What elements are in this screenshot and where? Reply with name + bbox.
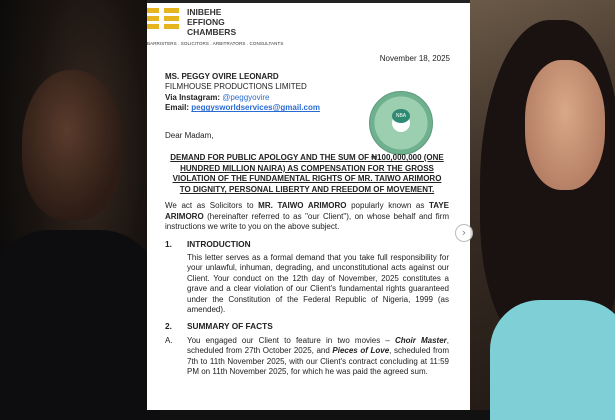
text: popularly known as — [346, 201, 429, 211]
man-body — [0, 230, 160, 420]
text: , scheduled from 27th October 2025, and — [187, 335, 449, 356]
section-1-header — [165, 239, 449, 249]
firm-name — [187, 7, 236, 37]
item-label: A. — [165, 335, 173, 345]
recipient-name: MS. PEGGY OVIRE LEONARD — [165, 72, 279, 81]
section-2-header — [165, 321, 449, 331]
instagram-handle[interactable]: @peggyovire — [222, 92, 270, 102]
letter-document — [147, 3, 470, 410]
movie-title: Choir Master — [394, 335, 447, 345]
client-alias: TAYE ARIMORO — [165, 201, 450, 221]
salutation: Dear Madam, — [165, 131, 214, 140]
firm-name-line: CHAMBERS — [187, 27, 237, 37]
woman-dress — [490, 300, 615, 420]
text: (hereinafter referred to as "our Client"), on whose behalf and firm instructions we write to you on the above subject. — [165, 211, 449, 232]
firm-tagline: BARRISTERS . SOLICITORS . ARBITRATORS . CONSULTANTS — [147, 41, 284, 46]
letter-title: DEMAND FOR PUBLIC APOLOGY AND THE SUM OF ₦100,000,000 (ONE HUNDRED MILLION NAIRA) AS COMPENSATION FOR THE GROSS VIOLATION OF THE FUNDAMENTAL RIGHTS OF MR. TAIWO ARIMORO TO DIGNITY, PERSONAL LIBERTY AND FREEDOM OF MOVEMENT. — [170, 153, 444, 194]
instagram-label: Via Instagram: — [165, 92, 220, 102]
chevron-right-icon: › — [461, 226, 467, 239]
firm-name-line: INIBEHE — [187, 7, 222, 17]
text: You engaged our Client to feature in two movies – — [187, 335, 395, 345]
section-2-item-row — [165, 336, 449, 378]
client-name: MR. TAIWO ARIMORO — [258, 201, 347, 211]
section-1-text: This letter serves as a formal demand that you take full responsibility for your unlawful, inhuman, degrading, and unconstitutional acts against our Client. Your conduct on the 12th day of November, 2025 constitutes a grave and a clear violation of our Client's fundamental rights guaranteed under the Constitution of the Federal Republic of Nigeria, 1999 (as amended). — [187, 253, 449, 315]
letter-date: November 18, 2025 — [379, 54, 450, 63]
firm-name-line: EFFIONG — [187, 17, 225, 27]
photo-man — [0, 0, 147, 410]
recipient-address — [165, 72, 320, 114]
email-link[interactable]: peggysworldservices@gmail.com — [191, 103, 320, 113]
email-label: Email: — [165, 103, 190, 113]
section-1-number: 1. — [165, 238, 172, 249]
nba-seal — [369, 91, 433, 155]
recipient-company: FILMHOUSE PRODUCTIONS LIMITED — [165, 82, 307, 92]
movie-title: Pieces of Love — [332, 346, 390, 356]
photo-woman — [470, 0, 615, 410]
section-2-heading: SUMMARY OF FACTS — [187, 321, 273, 332]
section-2-item — [187, 336, 449, 378]
text: , scheduled from 7th to 11th November 2025, with our Client's contract concluding at 11:59 PM on 11th November 2025, for which he was paid the agreed sum. — [187, 346, 450, 377]
intro-paragraph — [165, 201, 449, 232]
carousel-next-button[interactable] — [455, 224, 473, 242]
letter-body — [165, 153, 449, 377]
section-2-number: 2. — [165, 321, 172, 332]
section-1-heading: INTRODUCTION — [187, 238, 251, 249]
firm-logo — [147, 8, 179, 29]
woman-face — [525, 60, 605, 190]
seal-text: NBA — [392, 109, 410, 123]
text: We act as Solicitors to — [165, 201, 259, 211]
man-head — [22, 70, 122, 220]
